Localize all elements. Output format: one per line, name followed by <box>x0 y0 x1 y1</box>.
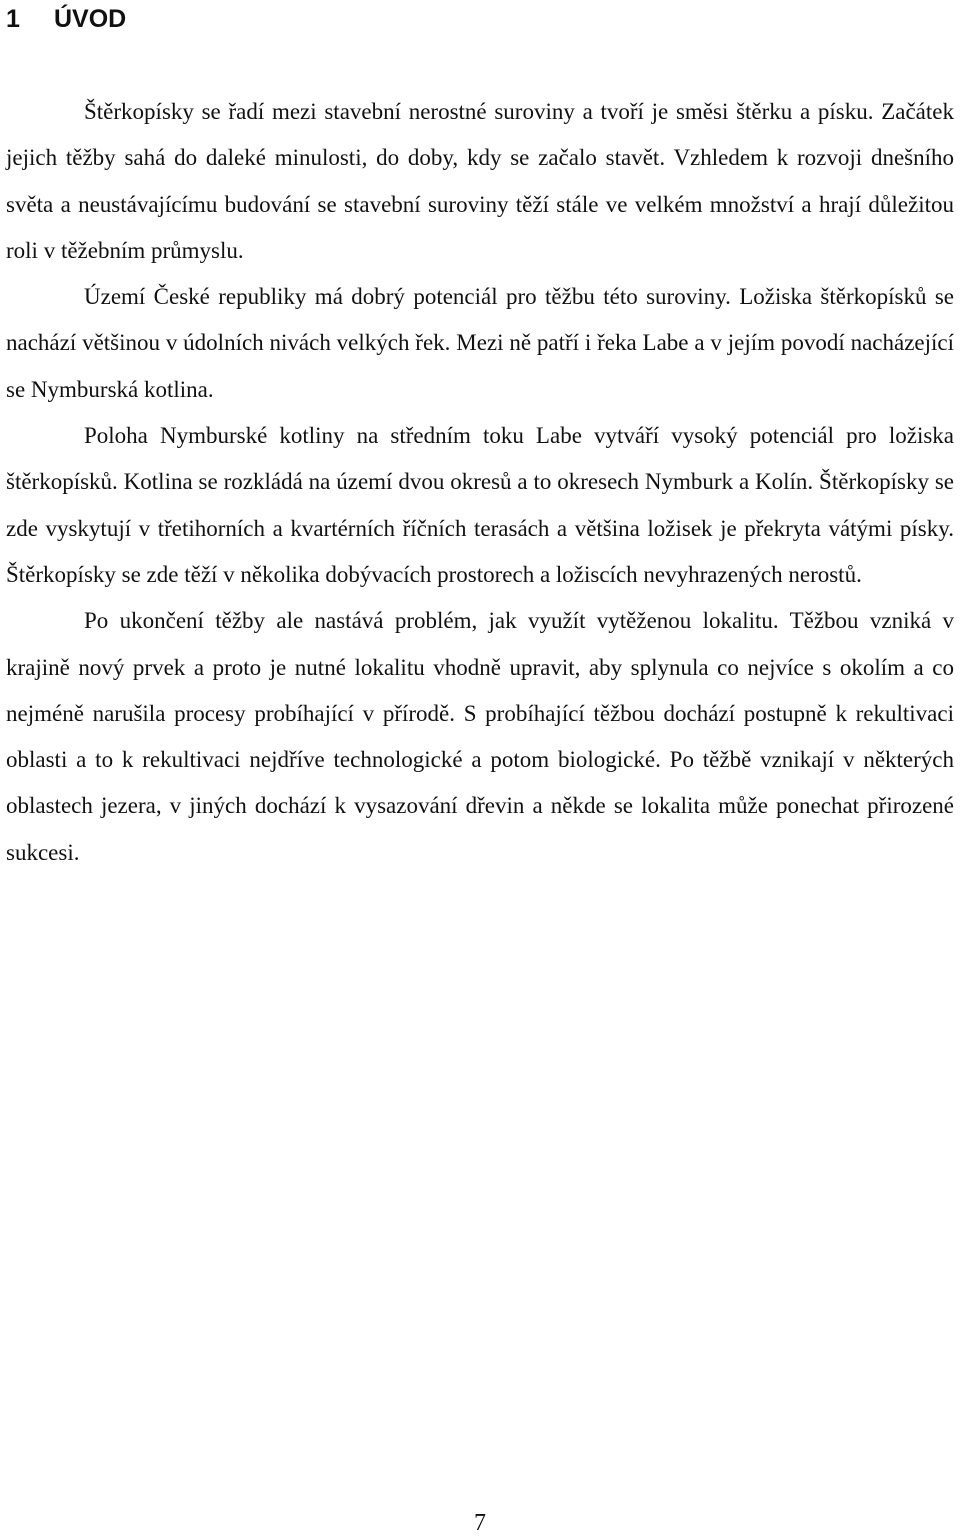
chapter-number: 1 <box>6 5 20 33</box>
paragraph: Štěrkopísky se řadí mezi stavební nerostné suroviny a tvoří je směsi štěrku a písku. Začátek jejich těžby sahá do daleké minulosti, do doby, kdy se začalo stavět. Vzhledem k rozvoji dnešního světa a neustávajícímu budování se stavební suroviny těží stále ve velkém množství a hrají důležitou roli v těžebním průmyslu. <box>6 99 954 263</box>
paragraph: Po ukončení těžby ale nastává problém, jak využít vytěženou lokalitu. Těžbou vzniká v krajině nový prvek a proto je nutné lokalitu vhodně upravit, aby splynula co nejvíce s okolím a co nejméně narušila procesy probíhající v přírodě. S probíhající těžbou dochází postupně k rekultivaci oblasti a to k rekultivaci nejdříve technologické a potom biologické. Po těžbě vznikají v některých oblastech jezera, v jiných dochází k vysazování dřevin a někde se lokalita může ponechat přirozené sukcesi. <box>6 608 954 865</box>
paragraph: Poloha Nymburské kotliny na středním toku Labe vytváří vysoký potenciál pro ložiska štěrkopísků. Kotlina se rozkládá na území dvou okresů a to okresech Nymburk a Kolín. Štěrkopísky se zde vyskytují v třetihorních a kvartérních říčních terasách a většina ložisek je překryta vátými písky. Štěrkopísky se zde těží v několika dobývacích prostorech a ložiscích nevyhrazených nerostů. <box>6 423 954 587</box>
body-text <box>6 89 954 876</box>
chapter-title: ÚVOD <box>54 5 127 33</box>
paragraph: Území České republiky má dobrý potenciál pro těžbu této suroviny. Ložiska štěrkopísků se nachází většinou v údolních nivách velkých řek. Mezi ně patří i řeka Labe a v jejím povodí nacházející se Nymburská kotlina. <box>6 284 954 402</box>
chapter-heading <box>6 2 126 36</box>
page-number: 7 <box>474 1510 486 1536</box>
